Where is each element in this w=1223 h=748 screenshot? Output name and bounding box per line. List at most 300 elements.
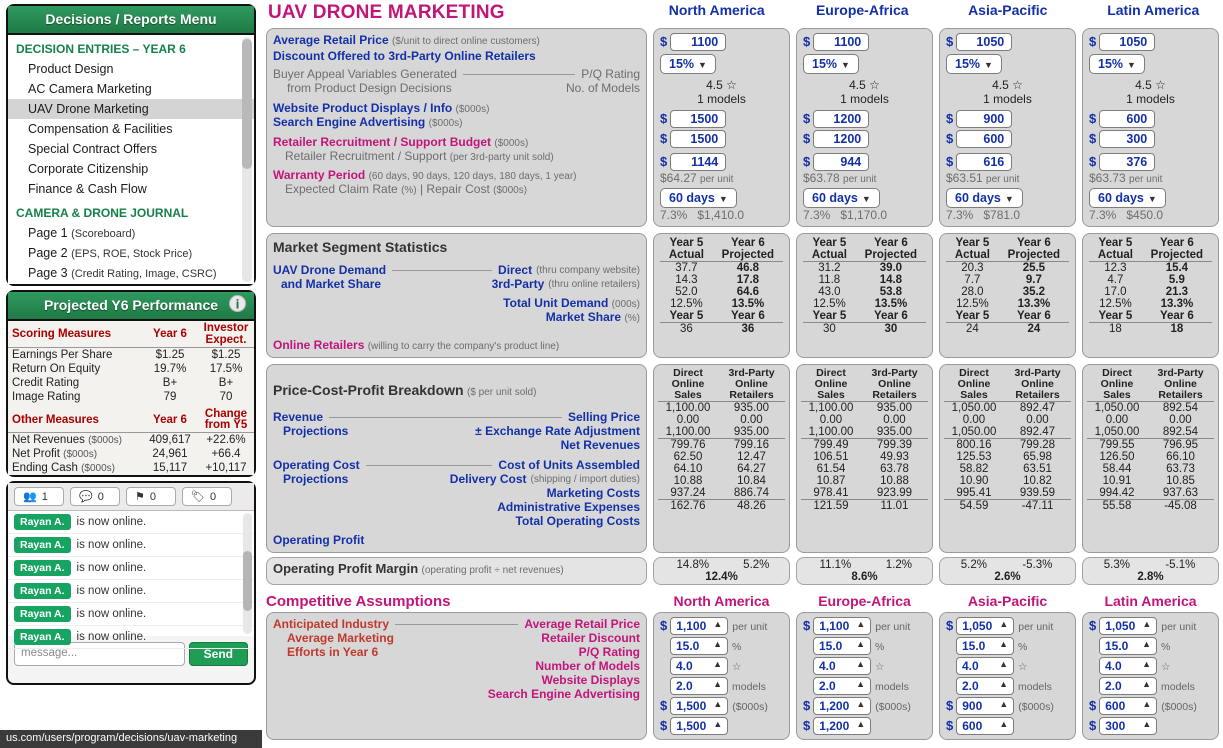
comp-price-value: 1,050 [962, 619, 993, 633]
comp-sea-value: 1,200 [819, 719, 850, 733]
list-item [8, 626, 254, 649]
margin-note: (operating profit ÷ net revenues) [421, 565, 564, 576]
claim-value: 7.3% [660, 208, 688, 222]
dollar-sign: $ [1089, 34, 1097, 49]
comp-web-value: 1,200 [819, 699, 850, 713]
dollar-sign: $ [946, 131, 954, 146]
comp-discount-stepper[interactable] [956, 637, 1014, 655]
budget-value[interactable]: 944 [813, 153, 869, 171]
direct-actual: 12.3 [1104, 262, 1127, 274]
table-row [658, 487, 785, 500]
exchange-retail: 0.00 [740, 414, 763, 426]
stepper-up-icon[interactable]: ▲ [999, 699, 1009, 709]
claim-repair-row [803, 208, 926, 222]
table-row [1089, 286, 1212, 298]
marketing-retail: 63.73 [1166, 463, 1195, 475]
dollar-sign: $ [660, 698, 668, 713]
claim-repair-row [1089, 208, 1212, 222]
stepper-up-icon[interactable]: ▲ [713, 639, 722, 649]
chat-input[interactable]: message... [14, 642, 185, 666]
list-item [8, 580, 254, 603]
margin-table [801, 559, 928, 583]
divider [395, 624, 518, 625]
other-year6: 409,617 [149, 434, 191, 446]
comp-web-value: 900 [962, 699, 983, 713]
col-third-party-retailers: 3rd-Party Online Retailers [728, 367, 775, 401]
stepper-up-icon[interactable]: ▲ [1142, 639, 1151, 649]
admin-expenses-label: Administrative Expenses [497, 500, 640, 514]
chat-message-text: is now online. [76, 585, 147, 597]
retailers-projected: 24 [1027, 323, 1041, 335]
comp-web-field [946, 697, 1069, 715]
page-2-label: Page 2 [28, 246, 68, 260]
sidebar-item-page-2[interactable] [8, 243, 254, 263]
dollar-sign: $ [660, 718, 668, 733]
table-row [803, 286, 926, 298]
dollar-sign: $ [946, 34, 954, 49]
margin-direct: 5.2% [960, 559, 987, 571]
star-icon: ☆ [732, 661, 742, 673]
models-value: 1 models [840, 92, 889, 106]
chat-tab-messages[interactable] [70, 487, 120, 506]
dollar-sign: $ [946, 111, 954, 126]
website-note: ($000s) [455, 104, 490, 115]
table-row [801, 414, 928, 426]
stepper-up-icon[interactable]: ▲ [999, 719, 1009, 729]
comp-web-field [803, 697, 926, 715]
table-header-row [1087, 368, 1214, 402]
sea-note: ($000s) [428, 118, 463, 129]
op-profit-direct: 54.59 [959, 500, 989, 512]
table-row [944, 475, 1071, 487]
comp-models-stepper[interactable] [1099, 677, 1157, 695]
discount-field [660, 54, 783, 74]
stepper-up-icon[interactable]: ▲ [856, 679, 865, 689]
warranty-value[interactable] [660, 188, 737, 208]
chat-message-text: is now online. [76, 631, 147, 643]
sea-value[interactable]: 1200 [813, 130, 869, 148]
repair-cost-label: Repair Cost [426, 182, 490, 196]
retailers-projected: 18 [1170, 323, 1184, 335]
price-value[interactable]: 1050 [1099, 33, 1155, 51]
discount-value[interactable] [803, 54, 859, 74]
pcp-net-revenues-row [273, 438, 640, 452]
budget-field [946, 153, 1069, 171]
dollar-sign: $ [946, 618, 954, 633]
comp-lead-line1 [273, 617, 389, 631]
chat-user-chip: Rayan A. [14, 514, 71, 530]
star-icon: ☆ [1018, 661, 1028, 673]
table-header-row [803, 310, 926, 323]
list-item [8, 603, 254, 626]
total-op-retail: 937.63 [1162, 487, 1199, 499]
comp-discount-stepper[interactable] [813, 637, 871, 655]
comp-discount-stepper[interactable] [670, 637, 728, 655]
table-row [8, 348, 254, 363]
measure-expect: 17.5% [209, 363, 243, 375]
website-value[interactable]: 900 [956, 110, 1012, 128]
main-content [262, 0, 1223, 748]
comp-web-stepper[interactable] [1099, 697, 1157, 715]
stepper-up-icon[interactable]: ▲ [856, 699, 866, 709]
discount-value[interactable] [1089, 54, 1145, 74]
stepper-up-icon[interactable]: ▲ [999, 619, 1009, 629]
retailer-support-note: (per 3rd-party unit sold) [449, 152, 554, 163]
marketing-col-asia-pacific [939, 28, 1076, 227]
chat-user-chip: Rayan A. [14, 606, 71, 622]
comp-sea-stepper[interactable] [813, 717, 871, 735]
table-row [944, 414, 1071, 426]
dollar-sign: $ [1089, 154, 1097, 169]
pcp-table [658, 368, 785, 512]
op-profit-retail: 11.01 [880, 500, 909, 512]
measure-name: Earnings Per Share [12, 349, 113, 361]
comp-discount-unit: % [875, 641, 885, 653]
comp-price-stepper[interactable] [670, 617, 728, 635]
sea-value[interactable]: 600 [956, 130, 1012, 148]
stepper-up-icon[interactable]: ▲ [713, 699, 723, 709]
sidebar-item-uav-drone-marketing[interactable]: UAV Drone Marketing [8, 99, 254, 119]
exchange-retail: 0.00 [1026, 414, 1049, 426]
pcp-title-note: ($ per unit sold) [466, 387, 537, 398]
menu-scrollbar-thumb[interactable] [242, 39, 252, 169]
comp-pq-stepper[interactable] [813, 657, 871, 675]
comp-sea-stepper[interactable] [956, 717, 1014, 735]
measure-year6: $1.25 [155, 349, 185, 361]
stepper-up-icon[interactable]: ▲ [999, 659, 1008, 669]
delivery-retail: 66.10 [1166, 451, 1195, 463]
comp-discount-stepper[interactable] [1099, 637, 1157, 655]
price-value[interactable]: 1100 [813, 33, 869, 51]
segment-title: Market Segment Statistics [273, 239, 448, 255]
table-row [1089, 262, 1212, 275]
total-projected: 35.2 [1022, 286, 1046, 298]
chat-tab-tickets[interactable] [182, 487, 232, 506]
claim-value: 7.3% [946, 208, 974, 222]
segment-share-label: Market Share [545, 310, 622, 324]
repair-value: $450.0 [1126, 208, 1164, 222]
stepper-up-icon[interactable]: ▲ [1142, 619, 1152, 629]
table-row [801, 463, 928, 475]
table-row [658, 463, 785, 475]
sidebar-item-finance-cash-flow[interactable]: Finance & Cash Flow [28, 182, 147, 196]
comp-col-asia-pacific [939, 612, 1076, 740]
comp-label-number-of-models: Number of Models [535, 659, 640, 673]
price-value[interactable]: 1100 [670, 33, 726, 51]
chat-icon: 💬 [79, 491, 93, 503]
comp-discount-value: 15.0 [962, 639, 986, 653]
budget-value[interactable]: 616 [956, 153, 1012, 171]
col-year6-projected: Year 6 Projected [864, 237, 918, 261]
warranty-text: 60 days [669, 191, 715, 205]
share-actual: 12.5% [1099, 298, 1132, 310]
pcp-col-north-america [653, 364, 790, 553]
total-projected: 64.6 [736, 286, 760, 298]
sidebar-item-corporate-citizenship[interactable]: Corporate Citizenship [28, 162, 149, 176]
retailer-budget-note: ($000s) [494, 138, 529, 149]
table-row [658, 439, 785, 452]
comp-sea-stepper[interactable] [670, 717, 728, 735]
comp-row-6 [273, 687, 640, 701]
comp-models-stepper[interactable] [670, 677, 728, 695]
comp-web-unit: ($000s) [1018, 701, 1054, 713]
stepper-up-icon[interactable]: ▲ [856, 659, 865, 669]
chat-message-text: is now online. [76, 608, 147, 620]
per-unit-label: per unit [986, 174, 1020, 185]
col-year5-actual: Year 5 Actual [811, 237, 847, 261]
menu-section-decision-entries: DECISION ENTRIES – YEAR 6 [16, 42, 186, 56]
sidebar-item-page-1[interactable] [8, 223, 254, 243]
comp-price-value: 1,050 [1105, 619, 1136, 633]
comp-web-stepper[interactable] [813, 697, 871, 715]
per-unit-label: per unit [700, 174, 734, 185]
comp-lead-line1-text: Anticipated Industry [273, 617, 390, 631]
comp-pq-stepper[interactable] [670, 657, 728, 675]
chat-user-chip: Rayan A. [14, 560, 71, 576]
dollar-sign: $ [803, 34, 811, 49]
table-header-row [1089, 237, 1212, 262]
delivery-direct: 125.53 [956, 451, 992, 463]
table-row [1087, 439, 1214, 452]
stepper-up-icon[interactable]: ▲ [856, 639, 865, 649]
net-revenues-direct: 1,050.00 [951, 426, 997, 438]
comp-pq-stepper[interactable] [1099, 657, 1157, 675]
third-projected: 14.8 [879, 274, 903, 286]
claim-value: 7.3% [803, 208, 831, 222]
col-investor-expect: Investor Expect. [198, 321, 254, 348]
per-unit-row [660, 171, 783, 185]
total-op-retail: 939.59 [1019, 487, 1056, 499]
repair-cost-note: ($000s) [493, 185, 528, 196]
table-row [1087, 463, 1214, 475]
chat-tab-flags[interactable] [126, 487, 176, 506]
chat-tab-people[interactable] [14, 487, 64, 506]
cost-units-retail: 799.39 [876, 439, 913, 451]
marketing-retail: 63.51 [1023, 463, 1052, 475]
stepper-up-icon[interactable]: ▲ [1142, 699, 1152, 709]
op-profit-direct: 55.58 [1102, 500, 1132, 512]
stepper-up-icon[interactable]: ▲ [1142, 719, 1152, 729]
exchange-retail: 0.00 [883, 414, 906, 426]
discount-value[interactable] [946, 54, 1002, 74]
table-row [660, 286, 783, 298]
revenue-label-line2: Projections [283, 424, 349, 438]
pq-rating-label: P/Q Rating [581, 67, 640, 81]
stepper-up-icon[interactable]: ▲ [856, 619, 866, 629]
retailer-budget-row [273, 135, 640, 149]
exchange-direct: 0.00 [962, 414, 986, 426]
dollar-sign: $ [1089, 111, 1097, 126]
comp-pq-value: 4.0 [819, 659, 836, 673]
table-row [8, 376, 254, 390]
net-revenues-retail: 892.47 [1019, 426, 1056, 438]
share-actual: 12.5% [670, 298, 703, 310]
table-row [944, 559, 1071, 571]
sidebar-item-compensation-facilities[interactable]: Compensation & Facilities [28, 122, 173, 136]
per-unit-value: $63.78 [803, 171, 840, 185]
op-profit-direct: 162.76 [670, 500, 706, 512]
margin-col-latin-america [1082, 557, 1219, 585]
total-actual: 52.0 [675, 286, 698, 298]
measure-name: Image Rating [12, 391, 81, 403]
menu-section-journal: CAMERA & DRONE JOURNAL [16, 206, 189, 220]
col-year6: Year 6 [1159, 310, 1194, 322]
margin-retail: 1.2% [885, 559, 913, 571]
retailer-support-row [285, 149, 640, 163]
sea-value[interactable]: 1500 [670, 130, 726, 148]
comp-lead-line3: Efforts in Year 6 [287, 645, 379, 659]
warranty-value[interactable] [1089, 188, 1166, 208]
stepper-up-icon[interactable]: ▲ [999, 679, 1008, 689]
stepper-up-icon[interactable]: ▲ [713, 719, 723, 729]
pcp-opcost-row2 [273, 472, 640, 486]
comp-models-stepper[interactable] [956, 677, 1014, 695]
comp-price-stepper[interactable] [813, 617, 871, 635]
pcp-opcost-row1 [273, 458, 640, 472]
other-change: +10,117 [205, 462, 247, 474]
website-value[interactable]: 600 [1099, 110, 1155, 128]
star-icon: ☆ [875, 661, 885, 673]
budget-value[interactable]: 376 [1099, 153, 1155, 171]
delivery-direct: 106.51 [813, 451, 849, 463]
operating-profit-label: Operating Profit [273, 533, 365, 547]
stepper-up-icon[interactable]: ▲ [1142, 659, 1151, 669]
segment-total-row [273, 296, 640, 310]
third-actual: 11.8 [818, 274, 841, 286]
comp-models-unit: models [732, 681, 766, 693]
other-name-text: Ending Cash [12, 462, 78, 474]
comp-sea-field [660, 717, 783, 735]
total-operating-costs-label: Total Operating Costs [515, 514, 640, 528]
stepper-up-icon[interactable]: ▲ [1142, 679, 1151, 689]
comp-models-value: 2.0 [819, 679, 836, 693]
table-row [8, 433, 254, 448]
warranty-field [660, 188, 783, 208]
chevron-down-icon: ▼ [841, 60, 850, 70]
comp-sea-stepper[interactable] [1099, 717, 1157, 735]
send-button[interactable]: Send [189, 642, 248, 666]
col-year6: Year 6 [873, 310, 908, 322]
comp-price-stepper[interactable] [956, 617, 1014, 635]
comp-models-stepper[interactable] [813, 677, 871, 695]
buyer-appeal-row-2 [273, 81, 640, 95]
warranty-value[interactable] [803, 188, 880, 208]
table-row [801, 500, 928, 513]
discount-value[interactable] [660, 54, 716, 74]
col-third-party-retailers: 3rd-Party Online Retailers [1014, 367, 1061, 401]
comp-web-stepper[interactable] [956, 697, 1014, 715]
sidebar-item-special-contract-offers[interactable]: Special Contract Offers [28, 142, 157, 156]
marketing-section [266, 28, 1219, 227]
per-unit-row [946, 171, 1069, 185]
table-row [658, 500, 785, 513]
comp-web-unit: ($000s) [1161, 701, 1197, 713]
comp-region-north-america: North America [673, 593, 770, 609]
comp-pq-value: 4.0 [1105, 659, 1122, 673]
stepper-up-icon[interactable]: ▲ [713, 619, 723, 629]
info-icon[interactable]: i [229, 295, 246, 312]
col-year5: Year 5 [812, 310, 847, 322]
comp-web-stepper[interactable] [670, 697, 728, 715]
table-row [803, 323, 926, 336]
stepper-up-icon[interactable]: ▲ [713, 679, 722, 689]
sidebar-item-page-3[interactable] [8, 263, 254, 283]
comp-pq-stepper[interactable] [956, 657, 1014, 675]
dollar-sign: $ [803, 718, 811, 733]
stepper-up-icon[interactable]: ▲ [999, 639, 1008, 649]
table-header-row [944, 368, 1071, 402]
chat-message-list[interactable] [8, 511, 254, 643]
price-value[interactable]: 1050 [956, 33, 1012, 51]
exchange-direct: 0.00 [676, 414, 700, 426]
stepper-up-icon[interactable]: ▲ [856, 719, 866, 729]
table-row [803, 274, 926, 286]
table-row [658, 475, 785, 487]
col-year6-projected: Year 6 Projected [721, 237, 775, 261]
warranty-value[interactable] [946, 188, 1023, 208]
segment-direct-note: (thru company website) [536, 264, 640, 276]
direct-projected: 46.8 [736, 262, 760, 274]
net-revenues-direct: 1,050.00 [1094, 426, 1140, 438]
col-year6: Year 6 [142, 321, 198, 348]
sidebar-item-ac-camera-marketing[interactable]: AC Camera Marketing [28, 82, 152, 96]
measure-expect: $1.25 [211, 349, 241, 361]
website-value[interactable]: 1200 [813, 110, 869, 128]
delivery-cost-note: (shipping / import duties) [530, 473, 640, 485]
table-row [8, 447, 254, 461]
page-3-note: (Credit Rating, Image, CSRC) [71, 268, 217, 280]
website-value[interactable]: 1500 [670, 110, 726, 128]
table-row [944, 571, 1071, 583]
chat-scrollbar-thumb[interactable] [243, 551, 252, 611]
comp-pq-field [813, 657, 926, 675]
third-actual: 7.7 [964, 274, 981, 286]
warranty-field [946, 188, 1069, 208]
chevron-down-icon: ▼ [698, 60, 707, 70]
main-header [262, 0, 1223, 26]
opcost-label-line1: Operating Cost [273, 458, 360, 472]
dollar-sign: $ [660, 618, 668, 633]
sidebar-item-product-design[interactable]: Product Design [28, 62, 114, 76]
comp-price-stepper[interactable] [1099, 617, 1157, 635]
table-row [658, 571, 785, 583]
col-other-measures: Other Measures [8, 404, 142, 433]
margin-direct: 5.3% [1103, 559, 1130, 571]
table-row [803, 262, 926, 275]
retailers-actual: 30 [822, 323, 836, 335]
comp-price-field [803, 617, 926, 635]
budget-value[interactable]: 1144 [670, 153, 726, 171]
comp-web-value: 1,500 [676, 699, 707, 713]
dollar-sign: $ [803, 698, 811, 713]
selling-price-direct: 1,100.00 [665, 402, 711, 414]
cost-units-retail: 796.95 [1162, 439, 1199, 451]
stepper-up-icon[interactable]: ▲ [713, 659, 722, 669]
margin-section [266, 557, 1219, 585]
marketing-direct: 61.54 [816, 463, 846, 475]
segment-col-latin-america [1082, 233, 1219, 358]
col-third-party-retailers: 3rd-Party Online Retailers [871, 367, 918, 401]
table-row [660, 274, 783, 286]
net-revenues-retail: 935.00 [876, 426, 913, 438]
sea-value[interactable]: 300 [1099, 130, 1155, 148]
third-actual: 14.3 [675, 274, 698, 286]
table-header-row [660, 237, 783, 262]
chevron-down-icon: ▼ [1147, 194, 1157, 204]
comp-web-field [1089, 697, 1212, 715]
op-profit-retail: -45.08 [1164, 500, 1197, 512]
chevron-down-icon: ▼ [1127, 60, 1136, 70]
